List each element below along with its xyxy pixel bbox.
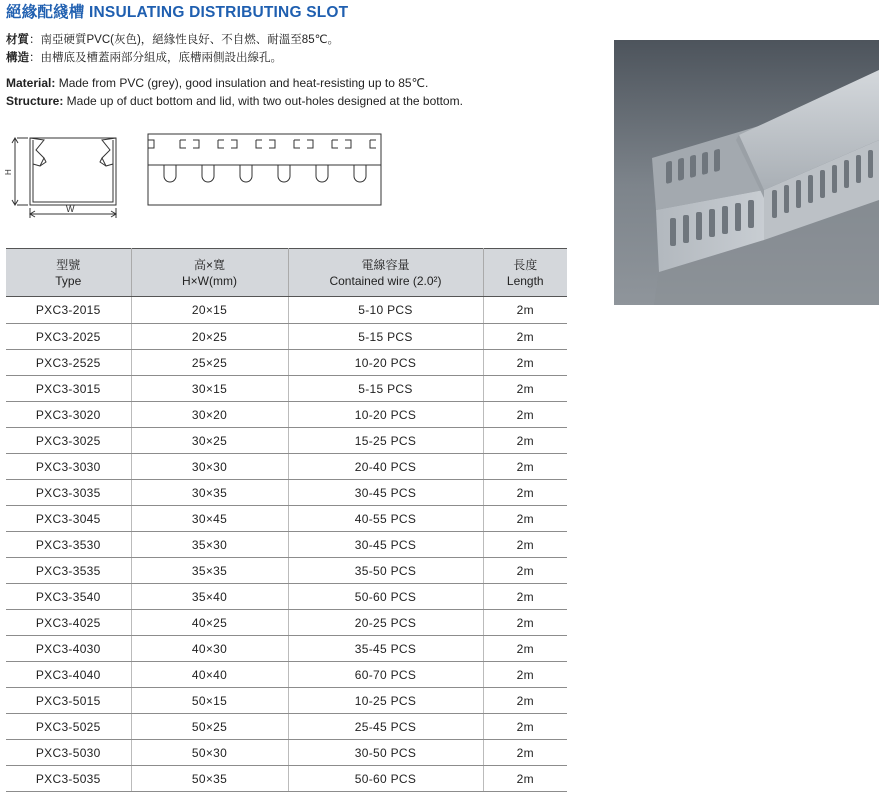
en-structure-text: Made up of duct bottom and lid, with two out-holes designed at the bottom. [63, 94, 463, 108]
cell-length: 2m [483, 324, 567, 350]
page-title: 絕緣配綫槽 INSULATING DISTRIBUTING SLOT [6, 4, 349, 21]
cell-capacity: 35-45 PCS [288, 636, 483, 662]
zh-structure-text: ：由槽底及槽蓋兩部分組成，底槽兩側設出線孔。 [29, 52, 282, 64]
cell-type: PXC3-3030 [6, 454, 131, 480]
cell-length: 2m [483, 454, 567, 480]
cell-length: 2m [483, 662, 567, 688]
cell-type: PXC3-5015 [6, 688, 131, 714]
cell-type: PXC3-3025 [6, 428, 131, 454]
table-row [6, 740, 567, 766]
cell-length: 2m [483, 740, 567, 766]
cell-size: 25×25 [131, 350, 288, 376]
zh-material-label: 材質 [6, 34, 29, 46]
cell-length: 2m [483, 376, 567, 402]
cell-size: 35×40 [131, 584, 288, 610]
cell-size: 50×35 [131, 766, 288, 792]
cell-length: 2m [483, 428, 567, 454]
cell-capacity: 30-45 PCS [288, 532, 483, 558]
table-header-row [6, 249, 567, 297]
cell-size: 40×40 [131, 662, 288, 688]
cell-capacity: 10-25 PCS [288, 688, 483, 714]
zh-material-line [6, 31, 339, 47]
cell-type: PXC3-2015 [6, 297, 131, 324]
header-length [483, 249, 567, 297]
header-length-zh: 長度 [513, 257, 538, 272]
cell-size: 30×30 [131, 454, 288, 480]
cell-type: PXC3-5030 [6, 740, 131, 766]
cell-size: 50×25 [131, 714, 288, 740]
cell-length: 2m [483, 688, 567, 714]
cell-size: 50×30 [131, 740, 288, 766]
table-row [6, 297, 567, 324]
cell-size: 35×35 [131, 558, 288, 584]
table-row [6, 428, 567, 454]
cell-length: 2m [483, 766, 567, 792]
cell-length: 2m [483, 480, 567, 506]
spec-table [6, 248, 567, 792]
cell-type: PXC3-4040 [6, 662, 131, 688]
table-row [6, 662, 567, 688]
cell-size: 50×15 [131, 688, 288, 714]
cell-size: 20×25 [131, 324, 288, 350]
cell-size: 30×20 [131, 402, 288, 428]
cell-length: 2m [483, 636, 567, 662]
zh-structure-line [6, 49, 282, 65]
cell-capacity: 5-15 PCS [288, 376, 483, 402]
header-capacity-zh: 電線容量 [361, 257, 410, 272]
cell-length: 2m [483, 558, 567, 584]
cell-capacity: 5-15 PCS [288, 324, 483, 350]
cell-type: PXC3-3015 [6, 376, 131, 402]
cell-length: 2m [483, 297, 567, 324]
table-row [6, 350, 567, 376]
table-row [6, 454, 567, 480]
cell-capacity: 30-50 PCS [288, 740, 483, 766]
cell-type: PXC3-4025 [6, 610, 131, 636]
cell-capacity: 20-25 PCS [288, 610, 483, 636]
cell-capacity: 50-60 PCS [288, 766, 483, 792]
cell-type: PXC3-4030 [6, 636, 131, 662]
zh-structure-label: 構造 [6, 52, 29, 64]
cell-type: PXC3-3045 [6, 506, 131, 532]
table-row [6, 480, 567, 506]
header-size-zh: 高×寬 [193, 257, 225, 272]
cell-size: 35×30 [131, 532, 288, 558]
cell-length: 2m [483, 402, 567, 428]
zh-material-text: ：南亞硬質PVC(灰色)，絕緣性良好、不自燃、耐溫至85℃。 [29, 34, 340, 46]
cell-size: 30×15 [131, 376, 288, 402]
cell-type: PXC3-3530 [6, 532, 131, 558]
table-row [6, 376, 567, 402]
header-type-zh: 型號 [56, 257, 81, 272]
cross-section-drawing [12, 138, 116, 218]
header-type [6, 249, 131, 297]
cell-capacity: 5-10 PCS [288, 297, 483, 324]
product-photo [614, 40, 879, 305]
cell-capacity: 25-45 PCS [288, 714, 483, 740]
header-length-en: Length [506, 273, 544, 288]
cell-length: 2m [483, 506, 567, 532]
cell-size: 30×45 [131, 506, 288, 532]
cell-capacity: 30-45 PCS [288, 480, 483, 506]
cell-capacity: 40-55 PCS [288, 506, 483, 532]
cell-length: 2m [483, 610, 567, 636]
header-size [131, 249, 288, 297]
header-type-en: Type [55, 273, 82, 288]
en-structure-line [6, 94, 463, 108]
cell-size: 30×25 [131, 428, 288, 454]
side-view-drawing [148, 134, 381, 205]
en-structure-label: Structure: [6, 94, 64, 108]
cell-capacity: 10-20 PCS [288, 350, 483, 376]
cell-type: PXC3-2525 [6, 350, 131, 376]
header-size-en: H×W(mm) [182, 273, 237, 288]
cell-capacity: 35-50 PCS [288, 558, 483, 584]
table-row [6, 636, 567, 662]
cell-type: PXC3-3540 [6, 584, 131, 610]
cell-length: 2m [483, 714, 567, 740]
table-row [6, 714, 567, 740]
slot-technical-drawing [0, 128, 400, 223]
en-material-line [6, 76, 428, 90]
cell-type: PXC3-2025 [6, 324, 131, 350]
cell-size: 30×35 [131, 480, 288, 506]
table-row [6, 506, 567, 532]
cell-length: 2m [483, 532, 567, 558]
cell-type: PXC3-3035 [6, 480, 131, 506]
cell-capacity: 60-70 PCS [288, 662, 483, 688]
en-material-label: Material: [6, 76, 56, 90]
cell-size: 20×15 [131, 297, 288, 324]
table-row [6, 584, 567, 610]
cell-type: PXC3-5025 [6, 714, 131, 740]
table-row [6, 610, 567, 636]
table-row [6, 532, 567, 558]
table-row [6, 402, 567, 428]
cell-size: 40×25 [131, 610, 288, 636]
table-row [6, 766, 567, 792]
cell-length: 2m [483, 584, 567, 610]
table-row [6, 324, 567, 350]
cell-capacity: 20-40 PCS [288, 454, 483, 480]
cell-type: PXC3-3535 [6, 558, 131, 584]
table-row [6, 558, 567, 584]
cell-length: 2m [483, 350, 567, 376]
cell-capacity: 10-20 PCS [288, 402, 483, 428]
header-capacity-en: Contained wire (2.0²) [329, 273, 442, 288]
cell-type: PXC3-5035 [6, 766, 131, 792]
en-material-text: Made from PVC (grey), good insulation and heat-resisting up to 85℃. [55, 76, 429, 90]
cell-type: PXC3-3020 [6, 402, 131, 428]
cell-size: 40×30 [131, 636, 288, 662]
header-capacity [288, 249, 483, 297]
width-label: W [66, 204, 75, 214]
table-row [6, 688, 567, 714]
cell-capacity: 50-60 PCS [288, 584, 483, 610]
height-label: H [4, 169, 13, 175]
cell-capacity: 15-25 PCS [288, 428, 483, 454]
